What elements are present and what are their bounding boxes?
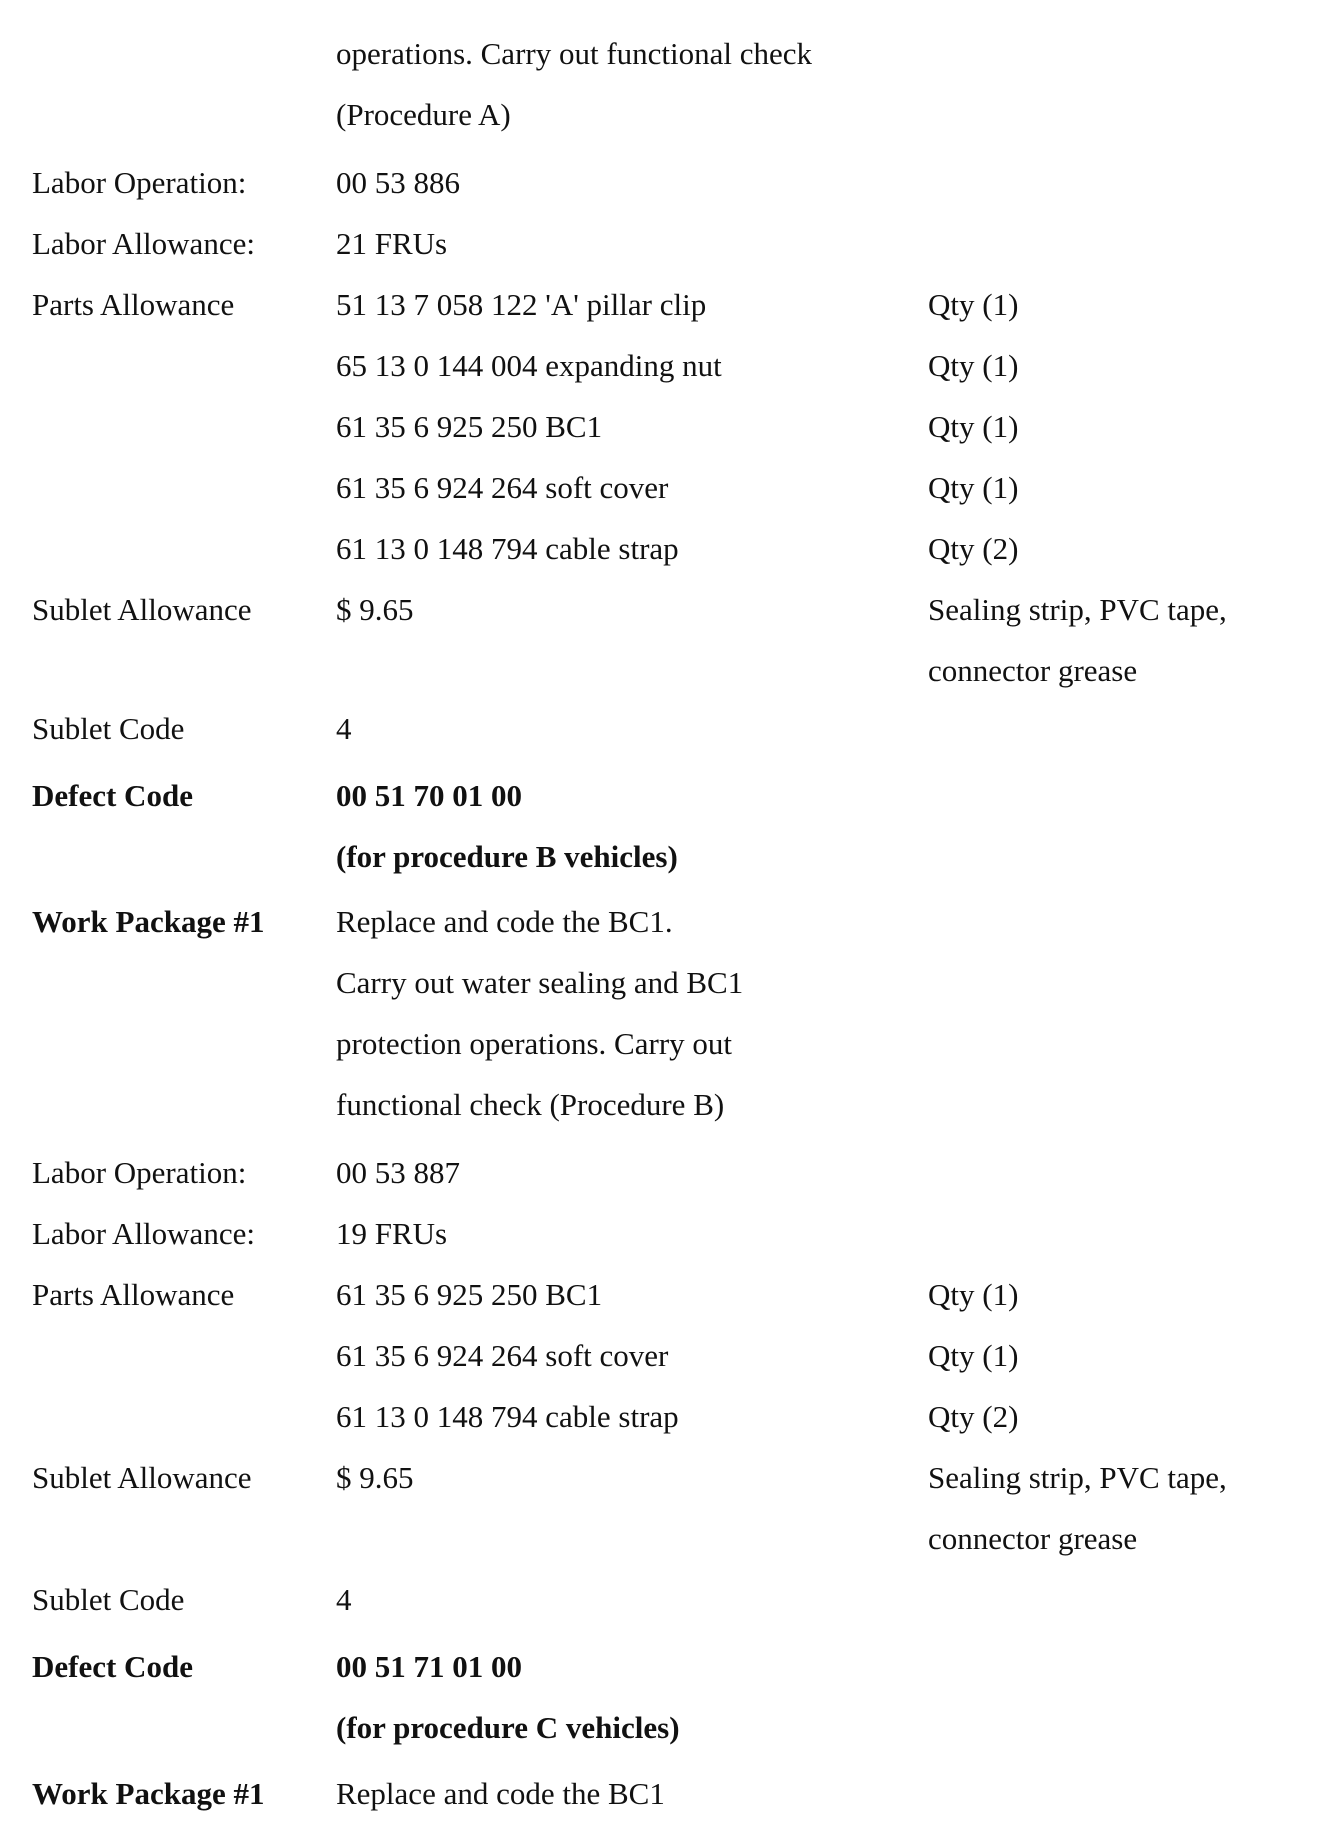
part-item: 61 35 6 924 264 soft cover: [336, 470, 669, 505]
part-item: 61 35 6 925 250 BC1: [336, 409, 603, 444]
work-package-line: protection operations. Carry out: [336, 1026, 733, 1061]
labor-allowance-value: 21 FRUs: [336, 226, 448, 261]
work-package-line: functional check (Procedure B): [336, 1087, 725, 1122]
sublet-code-value: 4: [336, 1582, 352, 1617]
work-package-line: Carry out water sealing and BC1: [336, 965, 744, 1000]
labor-allowance-value: 19 FRUs: [336, 1216, 448, 1251]
sublet-allowance-label: Sublet Allowance: [32, 1460, 252, 1495]
part-item: 61 13 0 148 794 cable strap: [336, 1399, 679, 1434]
sublet-note-line-1: Sealing strip, PVC tape,: [928, 1460, 1227, 1495]
sublet-code-label: Sublet Code: [32, 1582, 185, 1617]
sublet-note-line-1: Sealing strip, PVC tape,: [928, 592, 1227, 627]
sublet-code-value: 4: [336, 711, 352, 746]
labor-allowance-label: Labor Allowance:: [32, 1216, 255, 1251]
sublet-note-line-2: connector grease: [928, 653, 1138, 688]
part-qty: Qty (1): [928, 1338, 1019, 1373]
work-package-label: Work Package #1: [32, 1776, 265, 1811]
labor-operation-label: Labor Operation:: [32, 165, 247, 200]
part-qty: Qty (1): [928, 348, 1019, 383]
labor-allowance-label: Labor Allowance:: [32, 226, 255, 261]
work-package-line: Replace and code the BC1: [336, 1776, 665, 1811]
labor-operation-value: 00 53 887: [336, 1155, 460, 1190]
defect-code-label: Defect Code: [32, 778, 193, 813]
parts-allowance-label: Parts Allowance: [32, 287, 235, 322]
continuation-line-2: (Procedure A): [336, 97, 511, 132]
sublet-allowance-value: $ 9.65: [336, 1460, 414, 1495]
part-qty: Qty (2): [928, 531, 1019, 566]
part-item: 51 13 7 058 122 'A' pillar clip: [336, 287, 707, 322]
part-qty: Qty (1): [928, 470, 1019, 505]
labor-operation-value: 00 53 886: [336, 165, 460, 200]
sublet-allowance-value: $ 9.65: [336, 592, 414, 627]
parts-allowance-label: Parts Allowance: [32, 1277, 235, 1312]
part-qty: Qty (1): [928, 1277, 1019, 1312]
defect-code-value: 00 51 70 01 00: [336, 778, 522, 813]
part-qty: Qty (1): [928, 287, 1019, 322]
part-item: 61 35 6 925 250 BC1: [336, 1277, 603, 1312]
continuation-line-1: operations. Carry out functional check: [336, 36, 813, 71]
sublet-code-label: Sublet Code: [32, 711, 185, 746]
part-item: 61 35 6 924 264 soft cover: [336, 1338, 669, 1373]
work-package-line: Replace and code the BC1.: [336, 904, 673, 939]
sublet-allowance-label: Sublet Allowance: [32, 592, 252, 627]
work-package-label: Work Package #1: [32, 904, 265, 939]
part-qty: Qty (2): [928, 1399, 1019, 1434]
labor-operation-label: Labor Operation:: [32, 1155, 247, 1190]
defect-code-value: 00 51 71 01 00: [336, 1649, 522, 1684]
part-qty: Qty (1): [928, 409, 1019, 444]
sublet-note-line-2: connector grease: [928, 1521, 1138, 1556]
part-item: 65 13 0 144 004 expanding nut: [336, 348, 722, 383]
defect-code-subtitle: (for procedure B vehicles): [336, 839, 678, 874]
part-item: 61 13 0 148 794 cable strap: [336, 531, 679, 566]
defect-code-subtitle: (for procedure C vehicles): [336, 1710, 680, 1745]
defect-code-label: Defect Code: [32, 1649, 193, 1684]
